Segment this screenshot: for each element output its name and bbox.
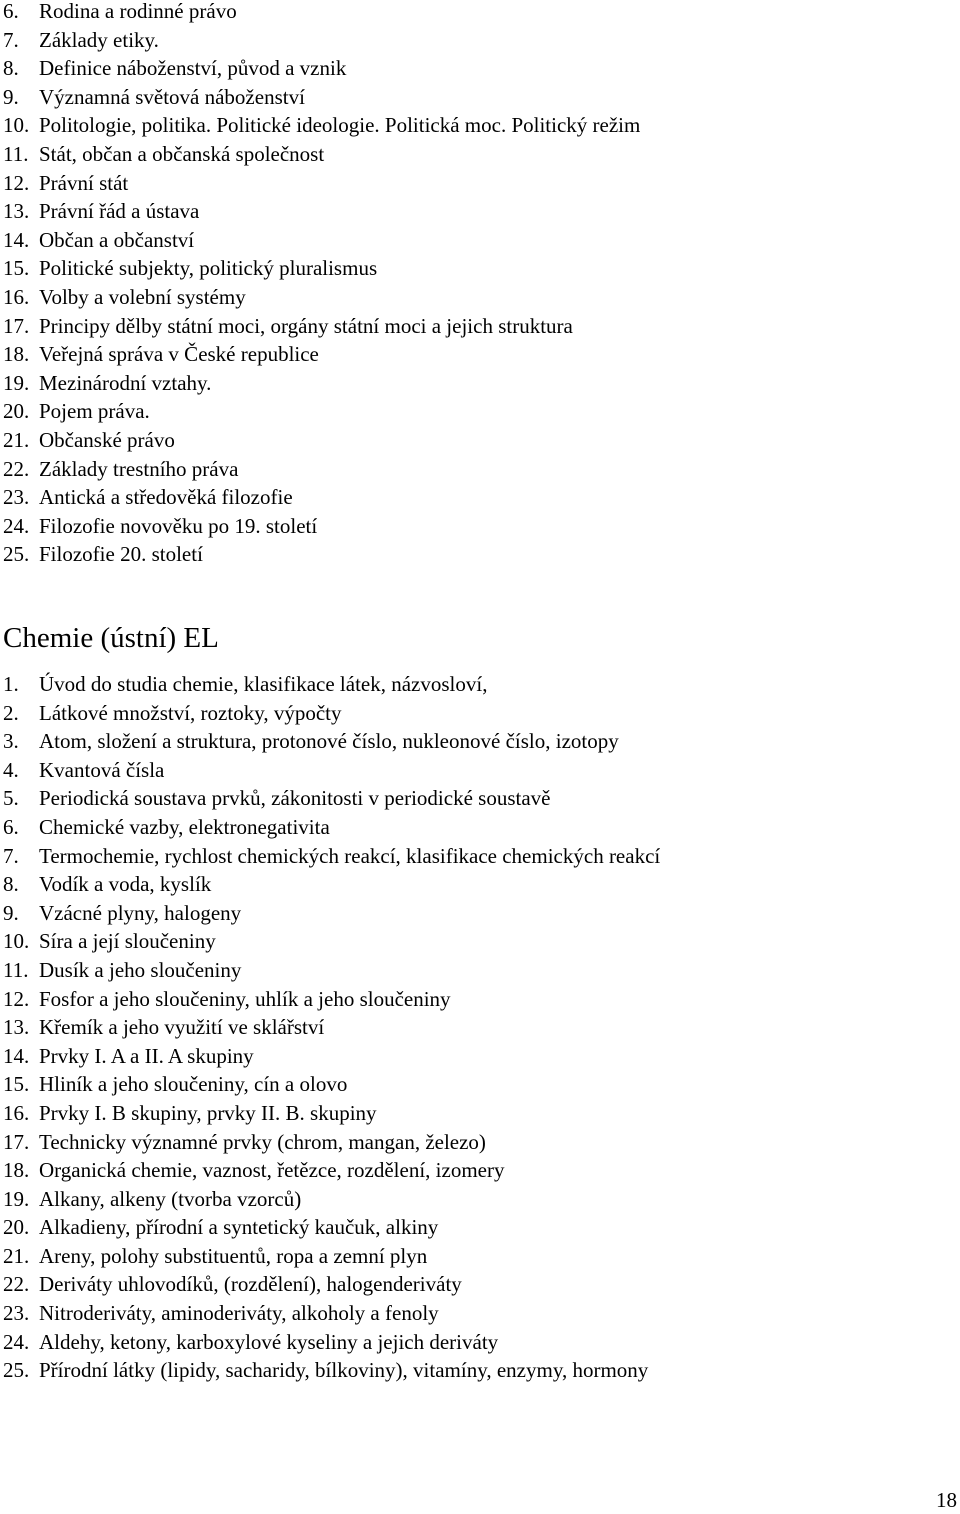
- list-item-text: Organická chemie, vaznost, řetězce, rozdělení, izomery: [39, 1158, 505, 1183]
- list-item-number: 18.: [3, 342, 30, 367]
- list-item-text: Vzácné plyny, halogeny: [39, 900, 242, 925]
- list-item-number: 10.: [3, 113, 30, 138]
- list-item: [0, 842, 660, 871]
- list-item: [0, 727, 660, 756]
- list-item-text: Základy trestního práva: [39, 456, 239, 481]
- list-item: [0, 1042, 660, 1071]
- list-item-text: Principy dělby státní moci, orgány státní moci a jejich struktura: [39, 313, 573, 338]
- list-item-text: Filozofie novověku po 19. století: [39, 513, 318, 538]
- list-item-number: 23.: [3, 485, 30, 510]
- list-item-text: Občanské právo: [39, 427, 175, 452]
- list-item-text: Základy etiky.: [39, 27, 159, 52]
- list-item-number: 8.: [3, 872, 19, 897]
- list-item: [0, 699, 660, 728]
- list-item-number: 24.: [3, 513, 30, 538]
- list-item-text: Právní stát: [39, 170, 129, 195]
- list-item-number: 22.: [3, 456, 30, 481]
- list-item-text: Alkadieny, přírodní a syntetický kaučuk, alkiny: [39, 1215, 439, 1240]
- list-item: [0, 670, 660, 699]
- list-item-number: 8.: [3, 56, 19, 81]
- list-item-number: 25.: [3, 1358, 30, 1383]
- list-item-number: 7.: [3, 843, 19, 868]
- list-item-text: Prvky I. A a II. A skupiny: [39, 1043, 254, 1068]
- list-item-text: Křemík a jeho využití ve sklářství: [39, 1015, 325, 1040]
- list-item-number: 9.: [3, 84, 19, 109]
- list-item: [0, 985, 660, 1014]
- list-item-number: 19.: [3, 1186, 30, 1211]
- list-item-number: 11.: [3, 141, 29, 166]
- list-item: [0, 870, 660, 899]
- list-item-number: 18.: [3, 1158, 30, 1183]
- list-item: [0, 1128, 660, 1157]
- list-item-number: 20.: [3, 1215, 30, 1240]
- list-item: [0, 312, 640, 341]
- list-item-text: Občan a občanství: [39, 227, 195, 252]
- list-item: [0, 784, 660, 813]
- list-item-number: 16.: [3, 284, 30, 309]
- list-item-number: 15.: [3, 256, 30, 281]
- list-item-number: 17.: [3, 1129, 30, 1154]
- list-item-number: 13.: [3, 199, 30, 224]
- list-item-text: Prvky I. B skupiny, prvky II. B. skupiny: [39, 1100, 377, 1125]
- list-item-text: Přírodní látky (lipidy, sacharidy, bílkoviny), vitamíny, enzymy, hormony: [39, 1358, 649, 1383]
- list-item-number: 16.: [3, 1100, 30, 1125]
- list-item-number: 9.: [3, 900, 19, 925]
- list-item-text: Látkové množství, roztoky, výpočty: [39, 700, 342, 725]
- list-item-text: Termochemie, rychlost chemických reakcí, klasifikace chemických reakcí: [39, 843, 661, 868]
- list-item: [0, 140, 640, 169]
- list-item: [0, 197, 640, 226]
- list-item-text: Nitroderiváty, aminoderiváty, alkoholy a fenoly: [39, 1301, 439, 1326]
- list-item-text: Vodík a voda, kyslík: [39, 872, 212, 897]
- list-item: [0, 1242, 660, 1271]
- list-item-number: 7.: [3, 27, 19, 52]
- list-item: [0, 226, 640, 255]
- list-item-text: Fosfor a jeho sloučeniny, uhlík a jeho sloučeniny: [39, 986, 451, 1011]
- list-item: [0, 340, 640, 369]
- list-item: [0, 111, 640, 140]
- list-item-text: Alkany, alkeny (tvorba vzorců): [39, 1186, 302, 1211]
- list-item: [0, 369, 640, 398]
- list-item: [0, 1070, 660, 1099]
- list-item: [0, 813, 660, 842]
- list-item: [0, 169, 640, 198]
- list-item-text: Antická a středověká filozofie: [39, 485, 293, 510]
- list-item: [0, 1156, 660, 1185]
- list-item-number: 19.: [3, 370, 30, 395]
- list-item-text: Síra a její sloučeniny: [39, 929, 216, 954]
- list-item-text: Politické subjekty, politický pluralismus: [39, 256, 378, 281]
- list-item-number: 6.: [3, 814, 19, 839]
- list-item-number: 12.: [3, 986, 30, 1011]
- list-item-number: 23.: [3, 1301, 30, 1326]
- list-item-number: 13.: [3, 1015, 30, 1040]
- list-item-number: 14.: [3, 1043, 30, 1068]
- list-item: [0, 756, 660, 785]
- list-item-number: 2.: [3, 700, 19, 725]
- list-item-text: Kvantová čísla: [39, 757, 165, 782]
- list-item: [0, 283, 640, 312]
- list-item-number: 14.: [3, 227, 30, 252]
- list-item: [0, 455, 640, 484]
- list-item-number: 25.: [3, 542, 30, 567]
- list-item-text: Úvod do studia chemie, klasifikace látek, názvosloví,: [39, 672, 488, 696]
- list-item-text: Rodina a rodinné právo: [39, 0, 237, 23]
- list-item-number: 24.: [3, 1329, 30, 1354]
- list-item-text: Významná světová náboženství: [39, 84, 305, 109]
- list-item: [0, 512, 640, 541]
- list-item-text: Definice náboženství, původ a vznik: [39, 56, 347, 81]
- list-item: [0, 899, 660, 928]
- list-item-text: Stát, občan a občanská společnost: [39, 141, 325, 166]
- list-item-text: Právní řád a ústava: [39, 199, 200, 224]
- list-item: [0, 1328, 660, 1357]
- list-item: [0, 0, 640, 26]
- list-item-number: 20.: [3, 399, 30, 424]
- list-item-number: 11.: [3, 957, 29, 982]
- list-item: [0, 1356, 660, 1385]
- list-item: [0, 54, 640, 83]
- list-item-number: 10.: [3, 929, 30, 954]
- list-item-text: Volby a volební systémy: [39, 284, 246, 309]
- page-number: 18: [936, 1488, 957, 1512]
- list-item-text: Aldehy, ketony, karboxylové kyseliny a jejich deriváty: [39, 1329, 499, 1354]
- list-item-number: 4.: [3, 757, 19, 782]
- chemistry-heading: Chemie (ústní) EL: [3, 622, 219, 654]
- list-item: [0, 426, 640, 455]
- list-item-text: Periodická soustava prvků, zákonitosti v periodické soustavě: [39, 786, 551, 811]
- list-item-text: Mezinárodní vztahy.: [39, 370, 212, 395]
- list-item-number: 15.: [3, 1072, 30, 1097]
- list-item: [0, 927, 660, 956]
- list-item-number: 21.: [3, 1243, 30, 1268]
- list-item-number: 1.: [3, 672, 19, 696]
- list-item-text: Chemické vazby, elektronegativita: [39, 814, 330, 839]
- list-item: [0, 397, 640, 426]
- list-item-number: 5.: [3, 786, 19, 811]
- list-item-text: Dusík a jeho sloučeniny: [39, 957, 242, 982]
- list-item: [0, 1013, 660, 1042]
- list-item-text: Filozofie 20. století: [39, 542, 203, 567]
- chemistry-topic-list: [0, 670, 660, 1385]
- list-item: [0, 540, 640, 569]
- list-item-text: Pojem práva.: [39, 399, 150, 424]
- list-item: [0, 26, 640, 55]
- list-item-number: 17.: [3, 313, 30, 338]
- list-item-number: 6.: [3, 0, 19, 23]
- list-item-number: 22.: [3, 1272, 30, 1297]
- list-item: [0, 83, 640, 112]
- list-item: [0, 1299, 660, 1328]
- list-item-number: 3.: [3, 729, 19, 754]
- list-item: [0, 956, 660, 985]
- list-item-text: Hliník a jeho sloučeniny, cín a olovo: [39, 1072, 348, 1097]
- list-item-text: Atom, složení a struktura, protonové číslo, nukleonové číslo, izotopy: [39, 729, 619, 754]
- list-item-text: Areny, polohy substituentů, ropa a zemní plyn: [39, 1243, 428, 1268]
- list-item: [0, 483, 640, 512]
- list-item: [0, 1213, 660, 1242]
- list-item-number: 12.: [3, 170, 30, 195]
- list-item: [0, 254, 640, 283]
- list-item-text: Politologie, politika. Politické ideologie. Politická moc. Politický režim: [39, 113, 641, 138]
- list-item: [0, 1185, 660, 1214]
- list-item-text: Veřejná správa v České republice: [39, 342, 319, 367]
- civics-topic-list: [0, 0, 640, 569]
- list-item-text: Deriváty uhlovodíků, (rozdělení), halogenderiváty: [39, 1272, 462, 1297]
- list-item-number: 21.: [3, 427, 30, 452]
- list-item: [0, 1270, 660, 1299]
- list-item-text: Technicky významné prvky (chrom, mangan, železo): [39, 1129, 486, 1154]
- list-item: [0, 1099, 660, 1128]
